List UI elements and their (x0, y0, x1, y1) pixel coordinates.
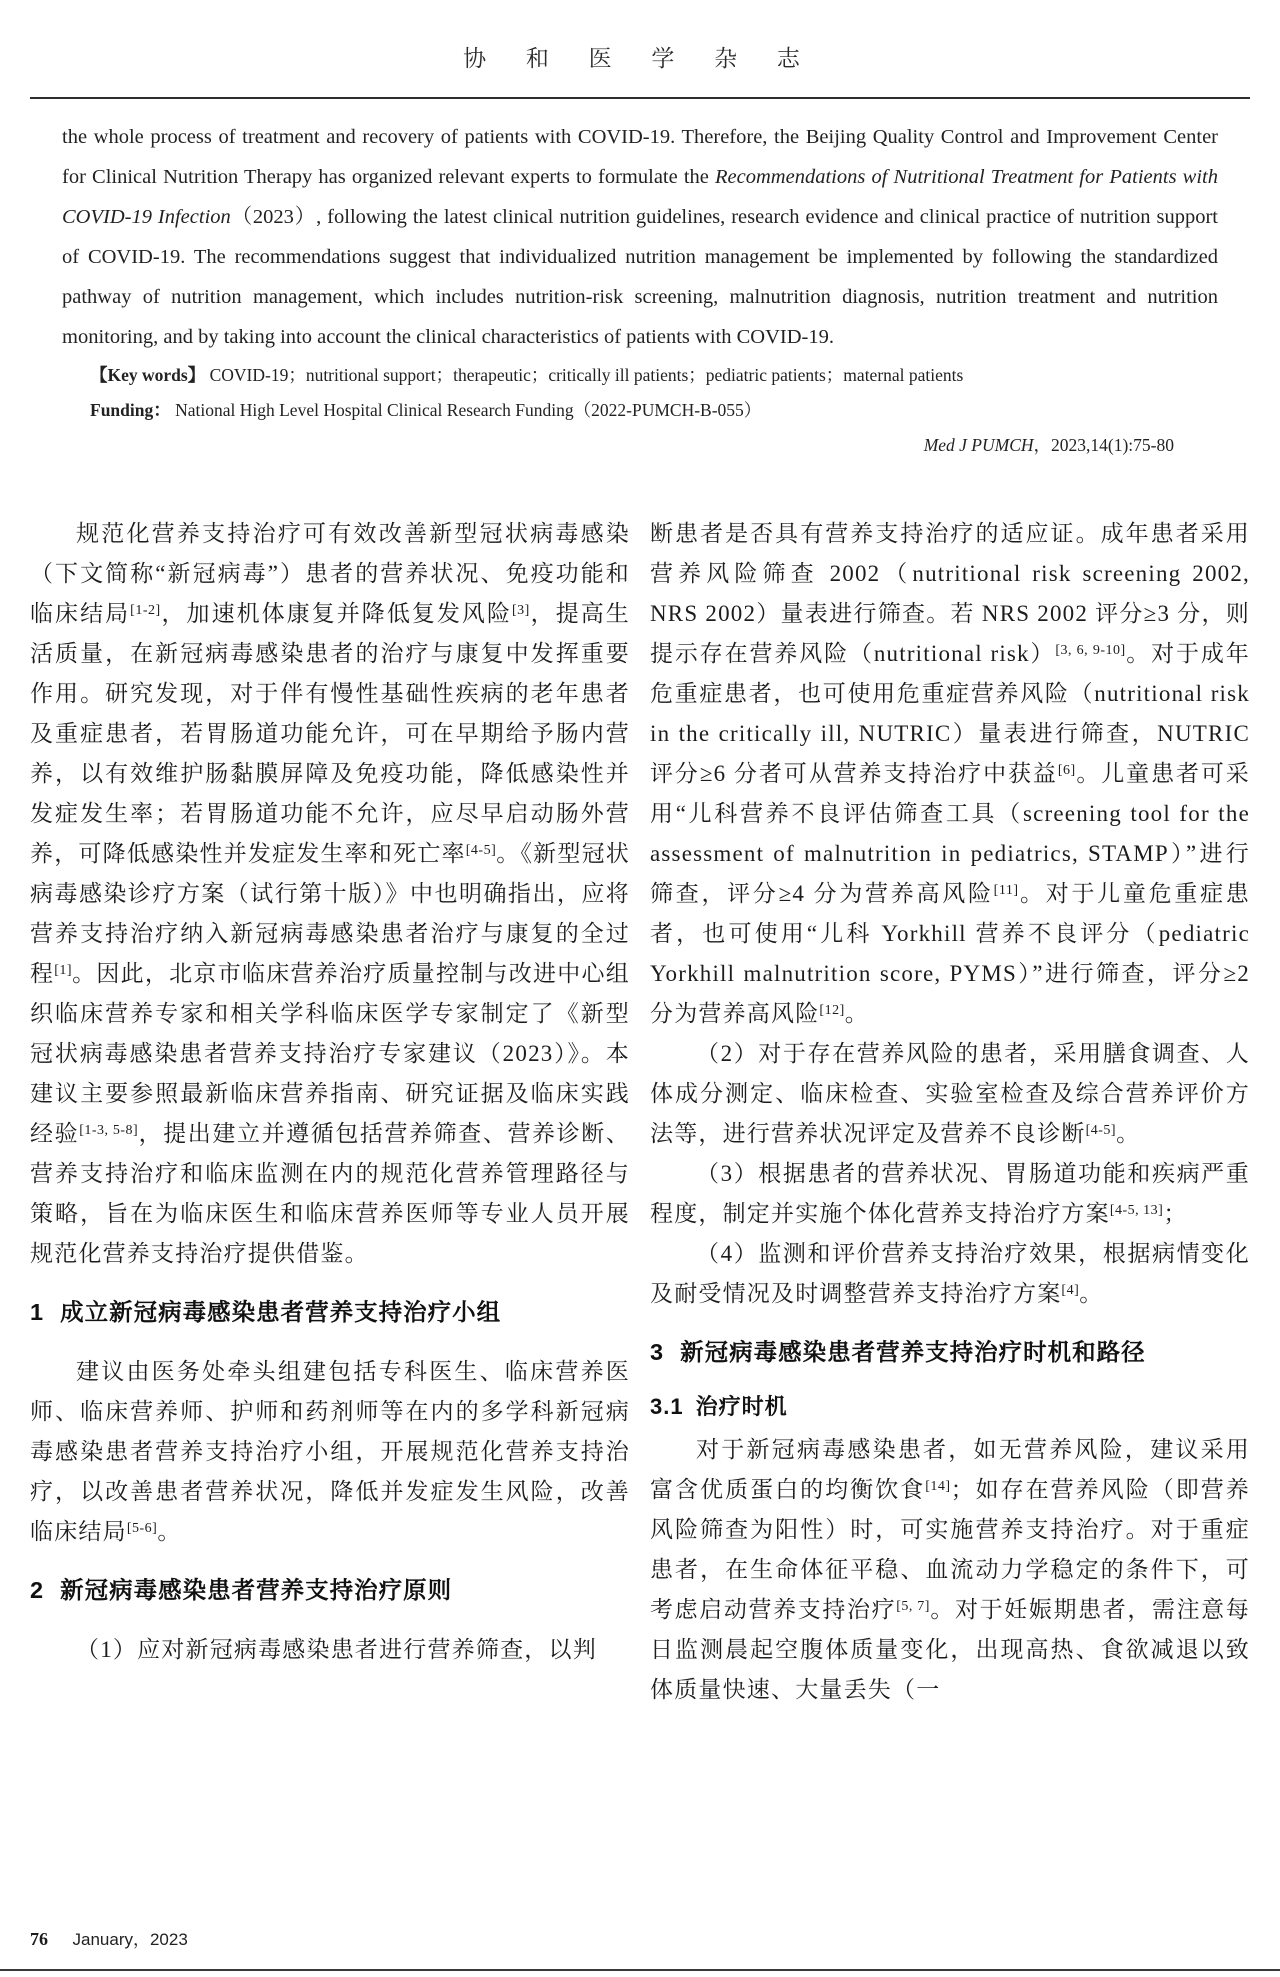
text-run: ；如存在营养风险（即营养风险筛查为阳性）时，可实施营养支持治疗。对于重症患者，在生命体征平稳、血流动力学稳定的条件下，可考虑启动营养支持治疗 (650, 1477, 1250, 1622)
keywords-label: 【Key words】 (90, 365, 206, 385)
text-run: 。对于儿童危重症患者，也可使用“儿科 Yorkhill 营养不良评分（pediatric Yorkhill malnutrition score, PYMS）”进行筛查，评分≥2 分为营养高风险 (650, 881, 1250, 1026)
text-run: ，提出建立并遵循包括营养筛查、营养诊断、营养支持治疗和临床监测在内的规范化营养管理路径与策略，旨在为临床医生和临床营养医师等专业人员开展规范化营养支持治疗提供借鉴。 (30, 1121, 631, 1266)
reference-superscript: [1-2] (130, 603, 161, 618)
text-run: 。对于成年危重症患者，也可使用危重症营养风险（nutritional risk in the critically ill, NUTRIC）量表进行筛查，NUTRIC 评分≥6 分者可从营养支持治疗中获益 (650, 641, 1250, 786)
text-run: the whole process of treatment and recovery of patients with COVID-19. Therefore, the Beijing Quality Control and Improvement Center for Clinical Nutrition Therapy has organized relevant experts to formulate the (62, 126, 1218, 188)
section-heading (30, 1574, 630, 1606)
body-paragraph (30, 1352, 630, 1552)
body-paragraph (30, 1630, 630, 1670)
issue-date: January，2023 (72, 1930, 188, 1949)
italic-text: Med J PUMCH (923, 435, 1034, 455)
funding-text: National High Level Hospital Clinical Research Funding（2022-PUMCH-B-055） (175, 400, 762, 420)
reference-superscript: [3, 6, 9-10] (1055, 643, 1126, 658)
section-title: 新冠病毒感染患者营养支持治疗原则 (60, 1577, 453, 1603)
text-run: 建议由医务处牵头组建包括专科医生、临床营养医师、临床营养师、护师和药剂师等在内的多学科新冠病毒感染患者营养支持治疗小组，开展规范化营养支持治疗，以改善患者营养状况，降低并发症发生风险，改善临床结局 (30, 1359, 630, 1544)
reference-superscript: [4-5] (1085, 1123, 1117, 1138)
keywords-line (90, 359, 1218, 392)
section-number: 1 (30, 1299, 45, 1325)
text-run: （3）根据患者的营养状况、胃肠道功能和疾病严重程度，制定并实施个体化营养支持治疗方案 (650, 1161, 1250, 1226)
left-column (30, 514, 630, 1710)
reference-superscript: [14] (925, 1479, 951, 1494)
italic-text: Recommendations of Nutritional Treatment for Patients with COVID-19 Infection (62, 166, 1219, 228)
reference-superscript: [11] (993, 883, 1019, 898)
footer-rule (0, 1969, 1280, 1971)
funding-line (90, 394, 1218, 427)
journal-title: 协 和 医 学 杂 志 (463, 46, 817, 71)
footer (30, 1928, 188, 1951)
section-number: 3 (650, 1339, 665, 1365)
text-run: 。对于妊娠期患者，需注意每日监测晨起空腹体质量变化，出现高热、食欲减退以致体质量快速、大量丢失（一 (650, 1597, 1251, 1702)
reference-superscript: [5-6] (126, 1521, 158, 1536)
text-run: 。《新型冠状病毒感染诊疗方案（试行第十版）》中也明确指出，应将营养支持治疗纳入新冠病毒感染患者治疗与康复的全过程 (30, 841, 630, 986)
reference-superscript: [4-5, 13] (1109, 1203, 1164, 1218)
text-run: （4）监测和评价营养支持治疗效果，根据病情变化及耐受情况及时调整营养支持治疗方案 (650, 1241, 1250, 1306)
text-run: （1）应对新冠病毒感染患者进行营养筛查，以判 (76, 1637, 597, 1662)
text-run: 。儿童患者可采用“儿科营养不良评估筛查工具（screening tool for the assessment of malnutrition in pediatrics, STAMP）”进行筛查，评分≥4 分为营养高风险 (650, 761, 1250, 906)
text-run: ，加速机体康复并降低复发风险 (160, 601, 513, 626)
subsection-heading (650, 1392, 1250, 1422)
text-run: ，2023,14(1):75-80 (1033, 435, 1174, 455)
abstract-paragraph (62, 117, 1218, 357)
page-number: 76 (30, 1929, 48, 1949)
text-run: （2023）, following the latest clinical nutrition guidelines, research evidence and clinical practice of nutrition support of COVID-19. The recommendations suggest that individualized nutrition management be implemented by following the standardized pathway of nutrition management, which includes nutrition-risk screening, malnutrition diagnosis, nutrition treatment and nutrition monitoring, and by taking into account the clinical characteristics of patients with COVID-19. (62, 206, 1218, 348)
abstract-block (62, 117, 1218, 462)
body-paragraph (650, 1234, 1250, 1314)
section-title: 成立新冠病毒感染患者营养支持治疗小组 (60, 1299, 502, 1325)
reference-superscript: [5, 7] (896, 1599, 930, 1614)
reference-superscript: [4-5] (465, 843, 497, 858)
section-heading (30, 1296, 630, 1328)
reference-superscript: [1] (54, 963, 73, 978)
funding-label: Funding： (90, 400, 171, 420)
text-run: 。 (1079, 1281, 1104, 1306)
body-paragraph (650, 1430, 1250, 1710)
body-paragraph (650, 1034, 1250, 1154)
text-run: （2）对于存在营养风险的患者，采用膳食调查、人体成分测定、临床检查、实验室检查及综合营养评价方法等，进行营养状况评定及营养不良诊断 (650, 1041, 1250, 1146)
text-run: 。 (1116, 1121, 1141, 1146)
section-heading (650, 1336, 1250, 1368)
right-column (650, 514, 1250, 1710)
text-run: 。因此，北京市临床营养治疗质量控制与改进中心组织临床营养专家和相关学科临床医学专家制定了《新型冠状病毒感染患者营养支持治疗专家建议（2023）》。本建议主要参照最新临床营养指南、研究证据及临床实践经验 (30, 961, 630, 1146)
text-run: 。 (844, 1001, 869, 1026)
reference-superscript: [1-3, 5-8] (79, 1123, 139, 1138)
text-run: 规范化营养支持治疗可有效改善新型冠状病毒感染（下文简称“新冠病毒”）患者的营养状况、免疫功能和临床结局 (30, 521, 630, 626)
reference-superscript: [4] (1061, 1283, 1080, 1298)
section-number: 3.1 (650, 1394, 684, 1419)
text-run: 断患者是否具有营养支持治疗的适应证。成年患者采用营养风险筛查 2002（nutritional risk screening 2002, NRS 2002）量表进行筛查。若 NRS 2002 评分≥3 分，则提示存在营养风险（nutritional risk） (650, 521, 1250, 666)
body-paragraph (650, 1154, 1250, 1234)
text-run: ，提高生活质量，在新冠病毒感染患者的治疗与康复中发挥重要作用。研究发现，对于伴有慢性基础性疾病的老年患者及重症患者，若胃肠道功能允许，可在早期给予肠内营养，以有效维护肠黏膜屏障及免疫功能，降低感染性并发症发生率；若胃肠道功能不允许，应尽早启动肠外营养，可降低感染性并发症发生率和死亡率 (30, 601, 630, 866)
reference-superscript: [3] (512, 603, 530, 618)
section-title: 治疗时机 (695, 1394, 788, 1419)
text-run: ； (1163, 1201, 1188, 1226)
section-number: 2 (30, 1577, 45, 1603)
text-run: 对于新冠病毒感染患者，如无营养风险，建议采用富含优质蛋白的均衡饮食 (650, 1437, 1250, 1502)
citation-line (62, 429, 1174, 462)
reference-superscript: [12] (819, 1003, 845, 1018)
section-title: 新冠病毒感染患者营养支持治疗时机和路径 (680, 1339, 1146, 1365)
body-columns (30, 514, 1250, 1710)
reference-superscript: [6] (1057, 763, 1076, 778)
body-paragraph (650, 514, 1250, 1034)
body-paragraph (30, 514, 630, 1274)
keywords-text: COVID-19；nutritional support；therapeutic；critically ill patients；pediatric patients；maternal patients (209, 365, 964, 385)
header-rule (30, 97, 1250, 99)
text-run: 。 (157, 1519, 182, 1544)
